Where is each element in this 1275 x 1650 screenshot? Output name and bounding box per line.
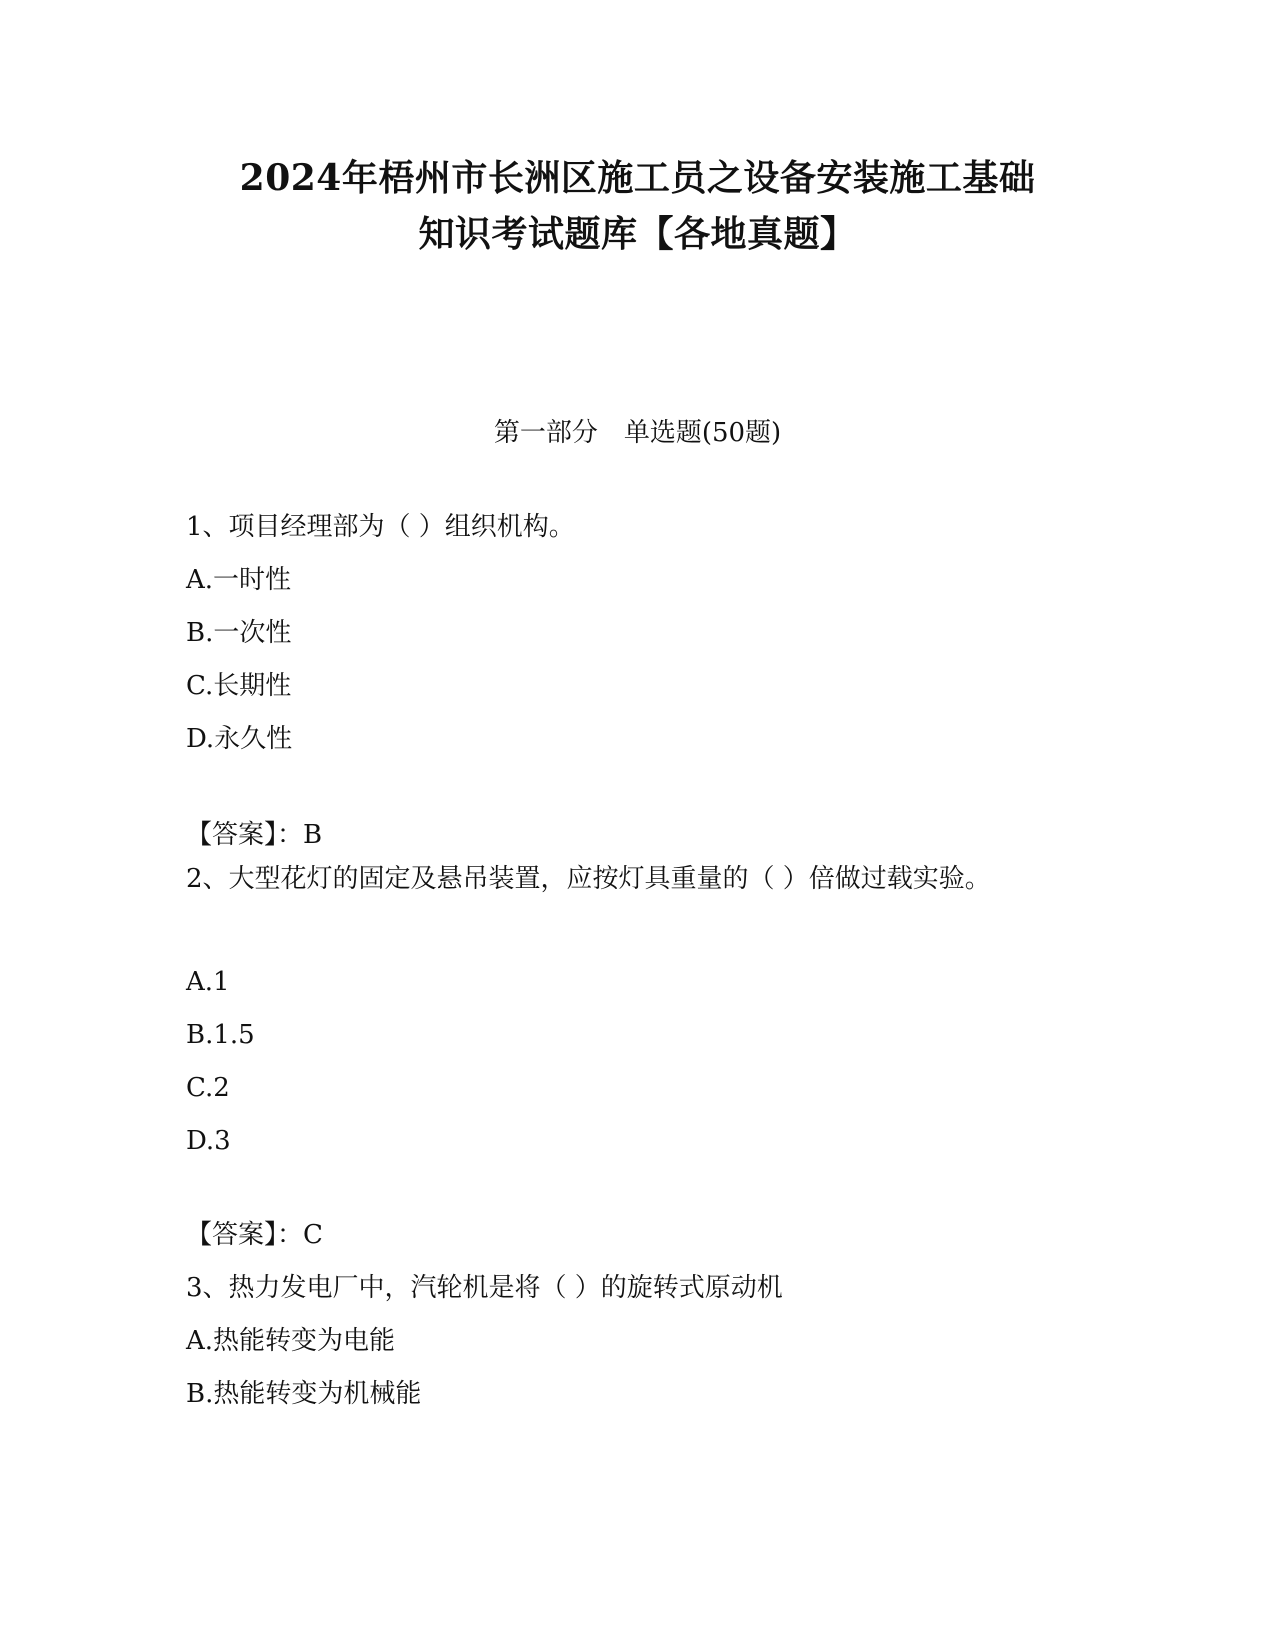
document-title <box>150 150 1125 262</box>
title-line-2: 知识考试题库【各地真题】 <box>418 213 857 255</box>
question-3-option-b: B.热能转变为机械能 <box>186 1379 422 1409</box>
question-1-answer: 【答案】：B <box>186 820 323 850</box>
question-2-option-d: D.3 <box>186 1126 231 1156</box>
question-2-option-a: A.1 <box>186 967 230 997</box>
question-1-stem: 1、项目经理部为（ ）组织机构。 <box>186 512 575 542</box>
question-1-option-d: D.永久性 <box>186 724 293 754</box>
question-3-option-a: A.热能转变为电能 <box>186 1326 396 1356</box>
question-2-option-b: B.1.5 <box>186 1020 255 1050</box>
question-1-option-b: B.一次性 <box>186 618 292 648</box>
section-heading: 第一部分 单选题(50题) <box>493 418 782 448</box>
title-line-1: 2024年梧州市长洲区施工员之设备安装施工基础 <box>239 157 1036 199</box>
question-1-option-c: C.长期性 <box>186 671 292 701</box>
question-2-answer: 【答案】：C <box>186 1220 323 1250</box>
question-2-option-c: C.2 <box>186 1073 230 1103</box>
question-3-stem: 3、热力发电厂中，汽轮机是将（ ）的旋转式原动机 <box>186 1273 783 1303</box>
question-2-stem: 2、大型花灯的固定及悬吊装置，应按灯具重量的（ ）倍做过载实验。 <box>186 864 991 894</box>
question-1-option-a: A.一时性 <box>186 565 292 595</box>
